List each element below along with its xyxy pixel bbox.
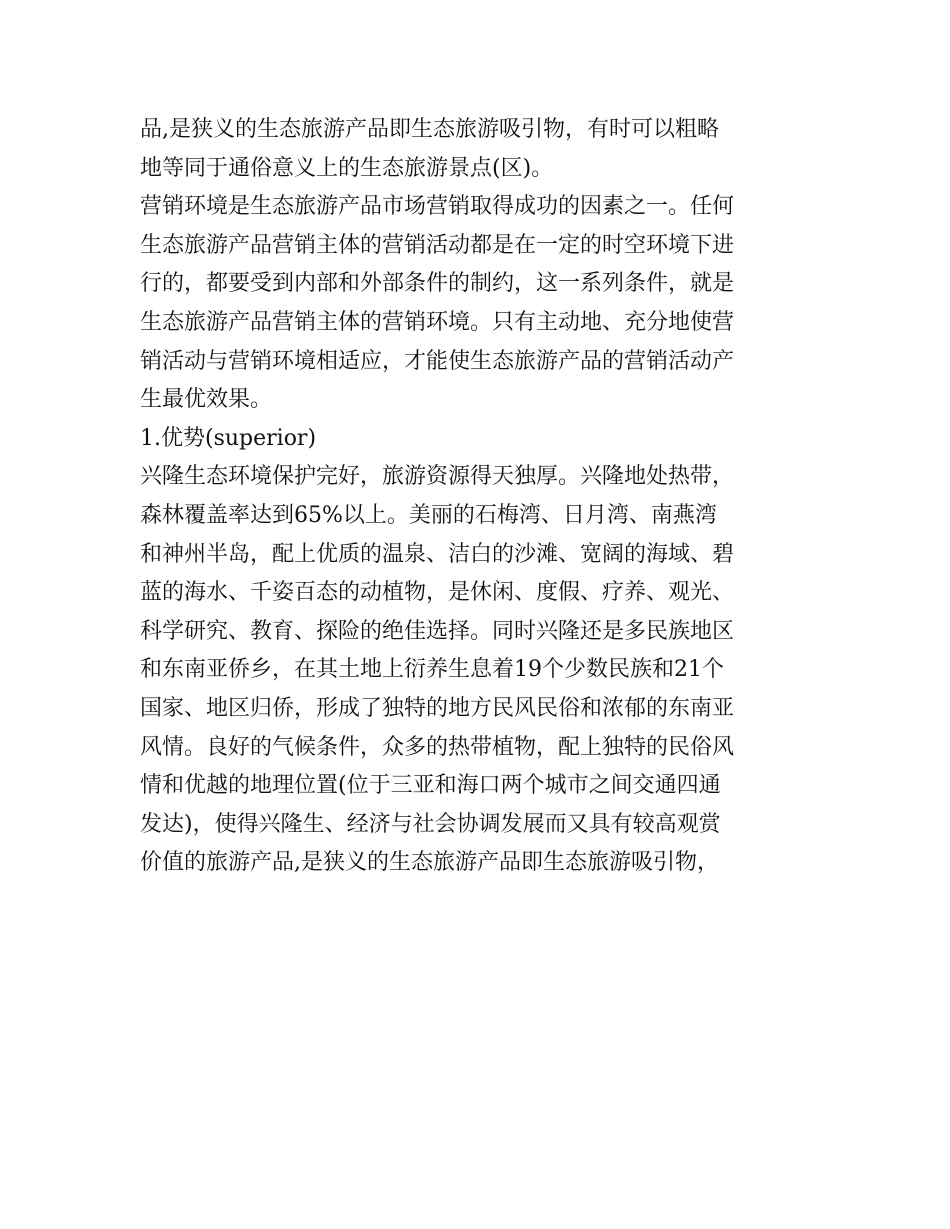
text-line: 生态旅游产品营销主体的营销环境。只有主动地、充分地使营 [140,309,735,335]
text-line: 兴隆生态环境保护完好，旅游资源得天独厚。兴隆地处热带， [140,464,735,490]
text-line: 蓝的海水、千姿百态的动植物，是休闲、度假、疗养、观光、 [140,580,735,606]
paragraph-continuation [140,111,820,188]
text-line: 发达)，使得兴隆生、经济与社会协调发展而又具有较高观赏 [140,811,721,837]
text-line: 品,是狭义的生态旅游产品即生态旅游吸引物，有时可以粗略 [140,117,719,142]
text-line: 情和优越的地理位置(位于三亚和海口两个城市之间交通四通 [140,773,721,799]
text-line: 地等同于通俗意义上的生态旅游景点(区)。 [140,155,554,181]
document-body [140,111,820,883]
section-heading: 1.优势(superior) [140,425,317,451]
text-line: 科学研究、教育、探险的绝佳选择。同时兴隆还是多民族地区 [140,618,735,644]
text-line: 风情。良好的气候条件，众多的热带植物，配上独特的民俗风 [140,734,735,760]
paragraph-marketing-environment [140,188,820,420]
text-line: 和东南亚侨乡，在其土地上衍养生息着19个少数民族和21个 [140,657,724,683]
text-line: 销活动与营销环境相适应，才能使生态旅游产品的营销活动产 [140,348,735,374]
text-line: 生最优效果。 [140,387,273,413]
text-line: 和神州半岛，配上优质的温泉、洁白的沙滩、宽阔的海域、碧 [140,541,735,567]
text-line: 生态旅游产品营销主体的营销活动都是在一定的时空环境下进 [140,232,735,258]
text-line: 价值的旅游产品,是狭义的生态旅游产品即生态旅游吸引物， [140,850,719,876]
paragraph-strengths [140,458,820,883]
text-line: 行的，都要受到内部和外部条件的制约，这一系列条件，就是 [140,271,735,297]
text-line: 森林覆盖率达到65%以上。美丽的石梅湾、日月湾、南燕湾 [140,502,717,528]
text-line: 国家、地区归侨，形成了独特的地方民风民俗和浓郁的东南亚 [140,695,735,721]
text-line: 营销环境是生态旅游产品市场营销取得成功的因素之一。任何 [140,194,735,220]
